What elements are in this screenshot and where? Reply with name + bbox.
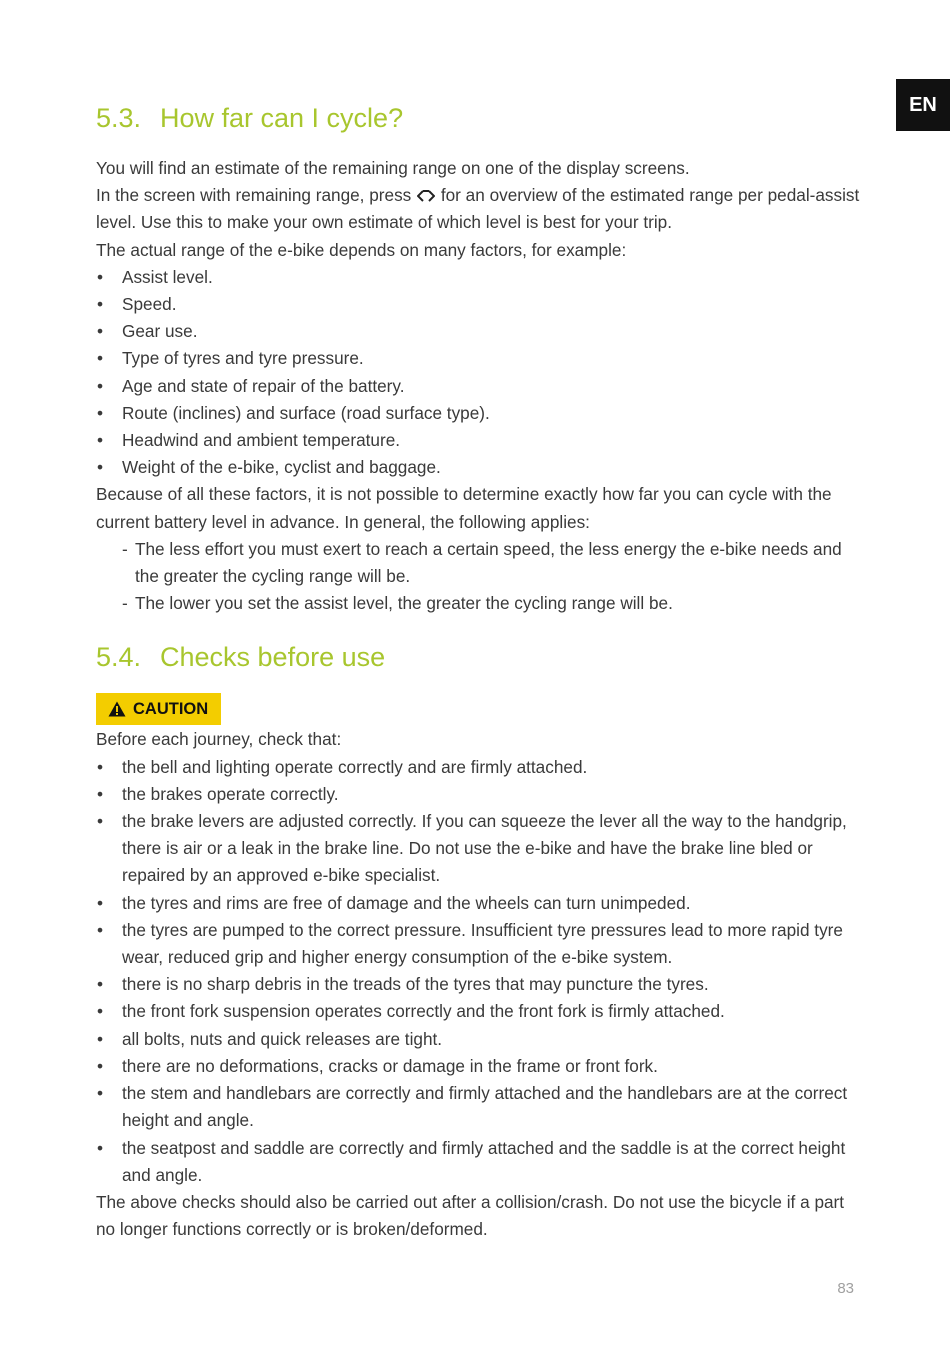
section-number: 5.4. [96, 642, 142, 673]
page-number: 83 [837, 1280, 854, 1297]
paragraph-range-estimate: You will find an estimate of the remaining range on one of the display screens. [96, 158, 690, 178]
list-item: • the tyres are pumped to the correct pressure. Insufficient tyre pressures lead to more rapid tyre wear, reduced grip and higher energy consumption of the e-bike system. [96, 917, 866, 971]
list-item: • there are no deformations, cracks or damage in the frame or front fork. [96, 1053, 866, 1080]
list-item: • the front fork suspension operates correctly and the front fork is firmly attached. [96, 998, 866, 1025]
list-item: • the brake levers are adjusted correctly. If you can squeeze the lever all the way to the handgrip, there is air or a leak in the brake line. Do not use the e-bike and have the brake line bled or repaired by an approved e-bike specialist. [96, 808, 866, 890]
section-title: Checks before use [160, 642, 386, 673]
range-rules-list [96, 536, 866, 618]
list-item: • there is no sharp debris in the treads of the tyres that may puncture the tyres. [96, 971, 866, 998]
factors-list [96, 264, 866, 482]
list-item: • Assist level. [96, 264, 866, 291]
page-content [96, 98, 866, 1243]
list-item: • Speed. [96, 291, 866, 318]
caution-label: CAUTION [96, 693, 221, 725]
list-item: • Headwind and ambient temperature. [96, 427, 866, 454]
list-item: • the brakes operate correctly. [96, 781, 866, 808]
list-item: • the seatpost and saddle are correctly and firmly attached and the saddle is at the correct height and angle. [96, 1135, 866, 1189]
list-item: - The less effort you must exert to reach a certain speed, the less energy the e-bike needs and the greater the cycling range will be. [96, 536, 866, 590]
list-item: • all bolts, nuts and quick releases are tight. [96, 1026, 866, 1053]
list-item: • Weight of the e-bike, cyclist and baggage. [96, 454, 866, 481]
paragraph-factors-conclusion: Because of all these factors, it is not possible to determine exactly how far you can cycle with the current battery level in advance. In general, the following applies: [96, 484, 832, 532]
list-item: • Type of tyres and tyre pressure. [96, 345, 866, 372]
paragraph-checks-intro: Before each journey, check that: [96, 729, 342, 750]
list-item: • Route (inclines) and surface (road surface type). [96, 400, 866, 427]
section-title: How far can I cycle? [160, 103, 404, 133]
section-number: 5.3. [96, 103, 142, 133]
paragraph-factors-intro: The actual range of the e-bike depends on many factors, for example: [96, 239, 627, 260]
diamond-button-icon [417, 189, 435, 203]
list-item: • the bell and lighting operate correctly and are firmly attached. [96, 754, 866, 781]
paragraph-after-crash: The above checks should also be carried out after a collision/crash. Do not use the bicycle if a part no longer functions correctly or is broken/deformed. [96, 1191, 845, 1240]
list-item: • the stem and handlebars are correctly and firmly attached and the handlebars are at the correct height and angle. [96, 1080, 866, 1134]
list-item: • the tyres and rims are free of damage and the wheels can turn unimpeded. [96, 890, 866, 917]
language-tab: EN [896, 79, 950, 131]
paragraph-range-overview: In the screen with remaining range, press for an overview of the estimated range per pedal-assist level. Use this to make your own estimate of which level is best for your trip. [96, 185, 860, 233]
section-heading-5-4 [96, 637, 866, 677]
checks-list [96, 754, 866, 1189]
list-item: - The lower you set the assist level, the greater the cycling range will be. [96, 590, 866, 617]
section-heading-5-3 [96, 98, 866, 138]
list-item: • Age and state of repair of the battery. [96, 373, 866, 400]
warning-triangle-icon [108, 701, 126, 717]
list-item: • Gear use. [96, 318, 866, 345]
